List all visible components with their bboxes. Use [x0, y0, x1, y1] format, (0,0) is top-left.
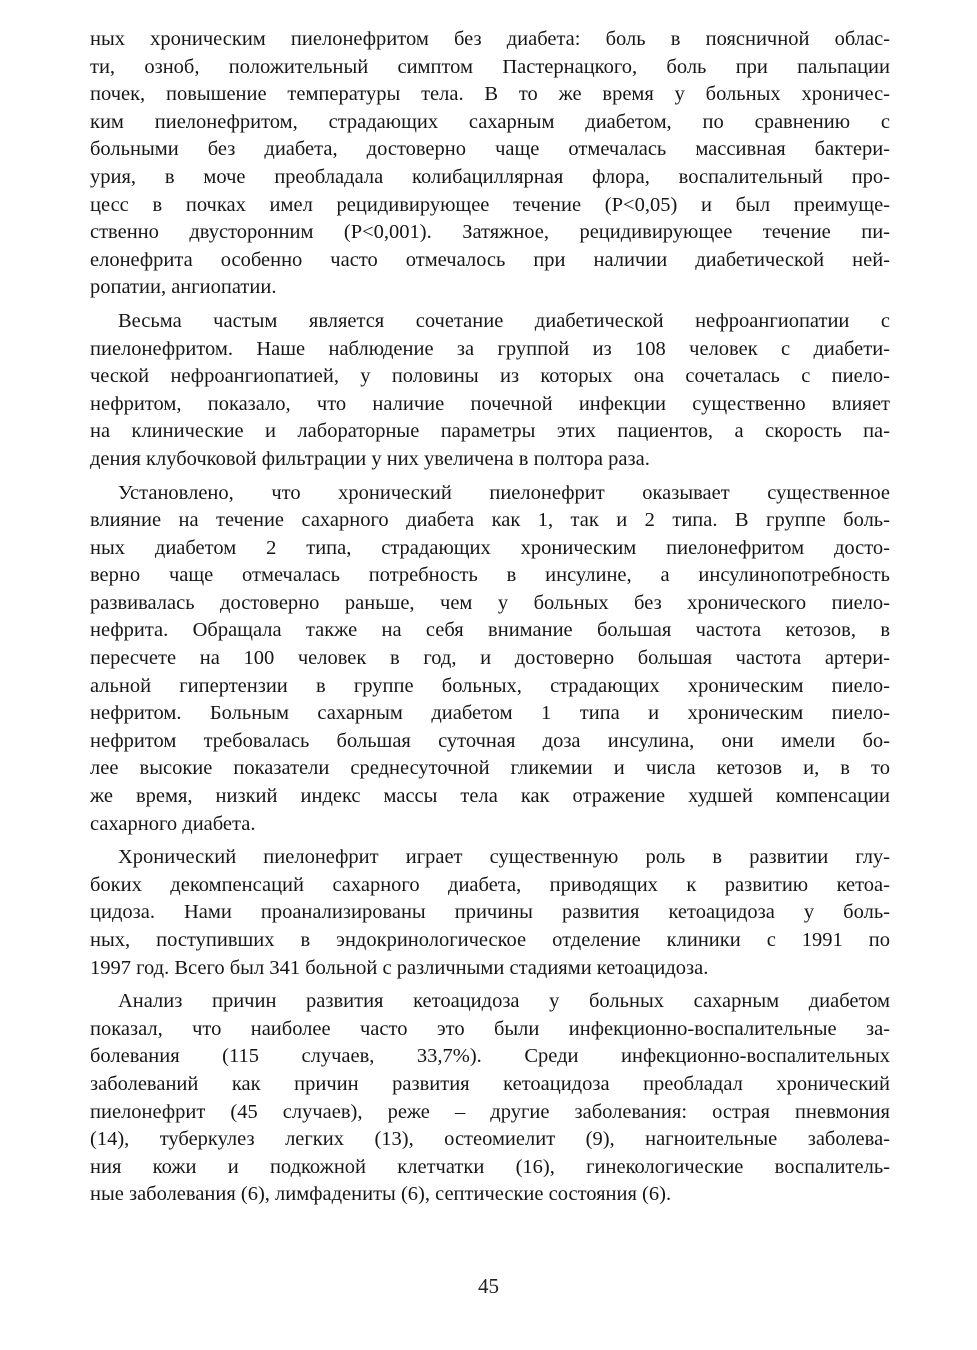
text-line: больными без диабета, достоверно чаще отмечалась массивная бактери-	[90, 138, 890, 161]
text-line: 1997 год. Всего был 341 больной с различными стадиями кетоацидоза.	[90, 956, 709, 979]
page-number: 45	[478, 1274, 499, 1298]
paragraph-5	[90, 988, 890, 1209]
text-line: дения клубочковой фильтрации у них увеличена в полтора раза.	[90, 447, 650, 470]
text-line: ния кожи и подкожной клетчатки (16), гинекологические воспалитель-	[90, 1155, 890, 1178]
paragraph-3	[90, 480, 890, 839]
text-line: нефритом. Больным сахарным диабетом 1 типа и хроническим пиело-	[90, 702, 890, 725]
text-line: ким пиелонефритом, страдающих сахарным диабетом, по сравнению с	[90, 110, 890, 133]
text-line: сахарного диабета.	[90, 812, 256, 835]
text-line: нефритом, показало, что наличие почечной инфекции существенно влияет	[90, 392, 890, 415]
text-line: Установлено, что хронический пиелонефрит оказывает существенное	[118, 481, 890, 504]
text-line: ных, поступивших в эндокринологическое отделение клиники с 1991 по	[90, 929, 890, 951]
text-line: почек, повышение температуры тела. В то же время у больных хроничес-	[90, 83, 890, 106]
text-line: нефритом требовалась большая суточная доза инсулина, они имели бо-	[90, 729, 890, 752]
text-line: же время, низкий индекс массы тела как отражение худшей компенсации	[90, 785, 890, 808]
text-line: цесс в почках имел рецидивирующее течение (Р<0,05) и был преимуще-	[90, 193, 890, 216]
text-line: ти, озноб, положительный симптом Пастернацкого, боль при пальпации	[90, 55, 890, 78]
text-line: ные заболевания (6), лимфадениты (6), септические состояния (6).	[90, 1183, 672, 1206]
text-line: пиелонефрит (45 случаев), реже – другие заболевания: острая пневмония	[90, 1100, 890, 1123]
text-line: Весьма частым является сочетание диабетической нефроангиопатии с	[118, 309, 890, 332]
text-line: ропатии, ангиопатии.	[90, 276, 277, 299]
text-line: ных диабетом 2 типа, страдающих хроническим пиелонефритом досто-	[90, 536, 890, 559]
text-line: влияние на течение сахарного диабета как 1, так и 2 типа. В группе боль-	[90, 509, 890, 532]
text-line: ческой нефроангиопатией, у половины из которых она сочеталась с пиело-	[90, 365, 890, 388]
text-line: верно чаще отмечалась потребность в инсулине, а инсулинопотребность	[90, 564, 890, 587]
text-line: показал, что наиболее часто это были инфекционно-воспалительные за-	[90, 1017, 890, 1040]
paragraph-1	[90, 26, 890, 302]
paragraph-2	[90, 308, 890, 474]
text-line: заболеваний как причин развития кетоацидоза преобладал хронический	[90, 1072, 890, 1095]
text-line: (14), туберкулез легких (13), остеомиелит (9), нагноительные заболева-	[90, 1128, 890, 1151]
text-line: Хронический пиелонефрит играет существенную роль в развитии глу-	[118, 846, 890, 869]
text-line: ных хроническим пиелонефритом без диабета: боль в поясничной облас-	[90, 28, 890, 50]
paragraph-4	[90, 844, 890, 982]
text-line: пересчете на 100 человек в год, и достоверно большая частота артери-	[90, 647, 890, 670]
text-line: болевания (115 случаев, 33,7%). Среди инфекционно-воспалительных	[90, 1045, 890, 1068]
text-line: лее высокие показатели среднесуточной гликемии и числа кетозов и, в то	[90, 757, 890, 780]
text-line: пиелонефритом. Наше наблюдение за группой из 108 человек с диабети-	[90, 337, 890, 360]
page-body	[90, 26, 890, 1215]
text-line: цидоза. Нами проанализированы причины развития кетоацидоза у боль-	[90, 901, 890, 924]
text-line: нефрита. Обращала также на себя внимание большая частота кетозов, в	[90, 619, 890, 642]
text-line: боких декомпенсаций сахарного диабета, приводящих к развитию кетоа-	[90, 873, 890, 896]
text-line: на клинические и лабораторные параметры этих пациентов, а скорость па-	[90, 420, 890, 443]
text-line: ственно двусторонним (Р<0,001). Затяжное, рецидивирующее течение пи-	[90, 221, 890, 244]
text-line: Анализ причин развития кетоацидоза у больных сахарным диабетом	[118, 990, 890, 1013]
text-line: урия, в моче преобладала колибациллярная флора, воспалительный про-	[90, 165, 890, 188]
text-line: альной гипертензии в группе больных, страдающих хроническим пиело-	[90, 674, 890, 697]
text-line: развивалась достоверно раньше, чем у больных без хронического пиело-	[90, 591, 890, 614]
text-line: елонефрита особенно часто отмечалось при наличии диабетической ней-	[90, 248, 890, 271]
